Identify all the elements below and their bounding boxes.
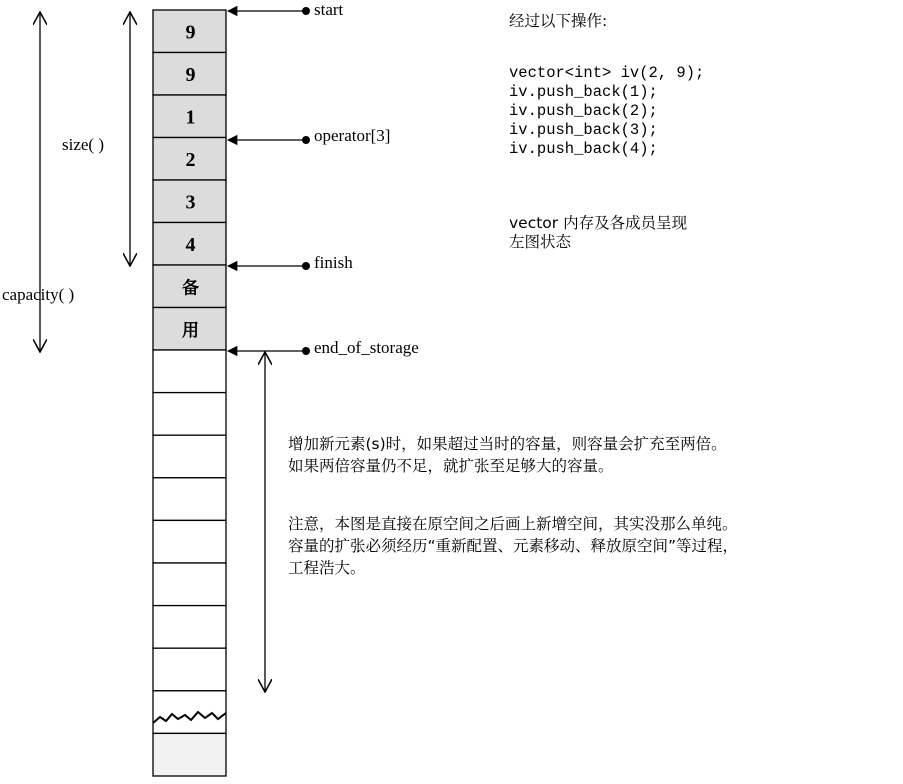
memory-cell-value: 3 xyxy=(185,191,196,214)
finish-label: finish xyxy=(314,253,353,272)
unused-memory-cell xyxy=(153,478,226,521)
unused-memory-cell xyxy=(153,435,226,478)
unused-memory-cell xyxy=(153,691,226,734)
unused-memory-cell xyxy=(153,350,226,393)
intro-text: 经过以下操作: xyxy=(509,12,608,30)
code-line: iv.push_back(3); xyxy=(509,121,658,139)
memory-cell-value: 用 xyxy=(182,320,199,341)
end-of-storage-pointer-dot xyxy=(302,347,310,355)
code-line: vector<int> iv(2, 9); xyxy=(509,64,705,82)
unused-memory-cell xyxy=(153,520,226,563)
result-text xyxy=(509,214,687,252)
end-of-storage-label: end_of_storage xyxy=(314,338,419,357)
result-line: 左图状态 xyxy=(509,233,572,251)
growth-note-line: 如果两倍容量仍不足，就扩张至足够大的容量。 xyxy=(288,457,614,475)
memory-cell-value: 9 xyxy=(185,21,196,44)
memory-cell-value: 4 xyxy=(185,233,196,256)
code-line: iv.push_back(4); xyxy=(509,140,658,158)
caveat-note-line: 容量的扩张必须经历“重新配置、元素移动、释放原空间”等过程， xyxy=(288,537,739,555)
code-line: iv.push_back(1); xyxy=(509,83,658,101)
memory-cell-value: 2 xyxy=(185,148,196,171)
code-line: iv.push_back(2); xyxy=(509,102,658,120)
unused-memory-cell xyxy=(153,648,226,691)
capacity-label: capacity( ) xyxy=(2,285,75,304)
caveat-note-line: 工程浩大。 xyxy=(288,559,366,577)
result-line: vector 内存及各成员呈现 xyxy=(509,214,688,232)
unused-memory-cell xyxy=(153,563,226,606)
unused-memory-cell xyxy=(153,733,226,776)
used-cells xyxy=(153,10,226,350)
memory-cell-value: 备 xyxy=(182,278,199,299)
code-block xyxy=(509,64,704,159)
start-label: start xyxy=(314,0,344,19)
memory-cell-value: 1 xyxy=(185,106,196,129)
start-pointer-dot xyxy=(302,7,310,15)
unused-memory-cell xyxy=(153,393,226,436)
memory-cell-value: 9 xyxy=(185,63,196,86)
growth-note-line: 增加新元素(s)时，如果超过当时的容量，则容量会扩充至两倍。 xyxy=(288,435,727,453)
caveat-note-line: 注意，本图是直接在原空间之后画上新增空间，其实没那么单纯。 xyxy=(288,515,738,533)
unused-memory-cell xyxy=(153,606,226,649)
unused-cells xyxy=(153,350,226,776)
operator3-label: operator[3] xyxy=(314,126,391,145)
size-label: size( ) xyxy=(62,135,105,154)
caveat-note xyxy=(288,513,738,579)
operator3-pointer-dot xyxy=(302,136,310,144)
finish-pointer-dot xyxy=(302,262,310,270)
growth-note xyxy=(288,433,727,477)
